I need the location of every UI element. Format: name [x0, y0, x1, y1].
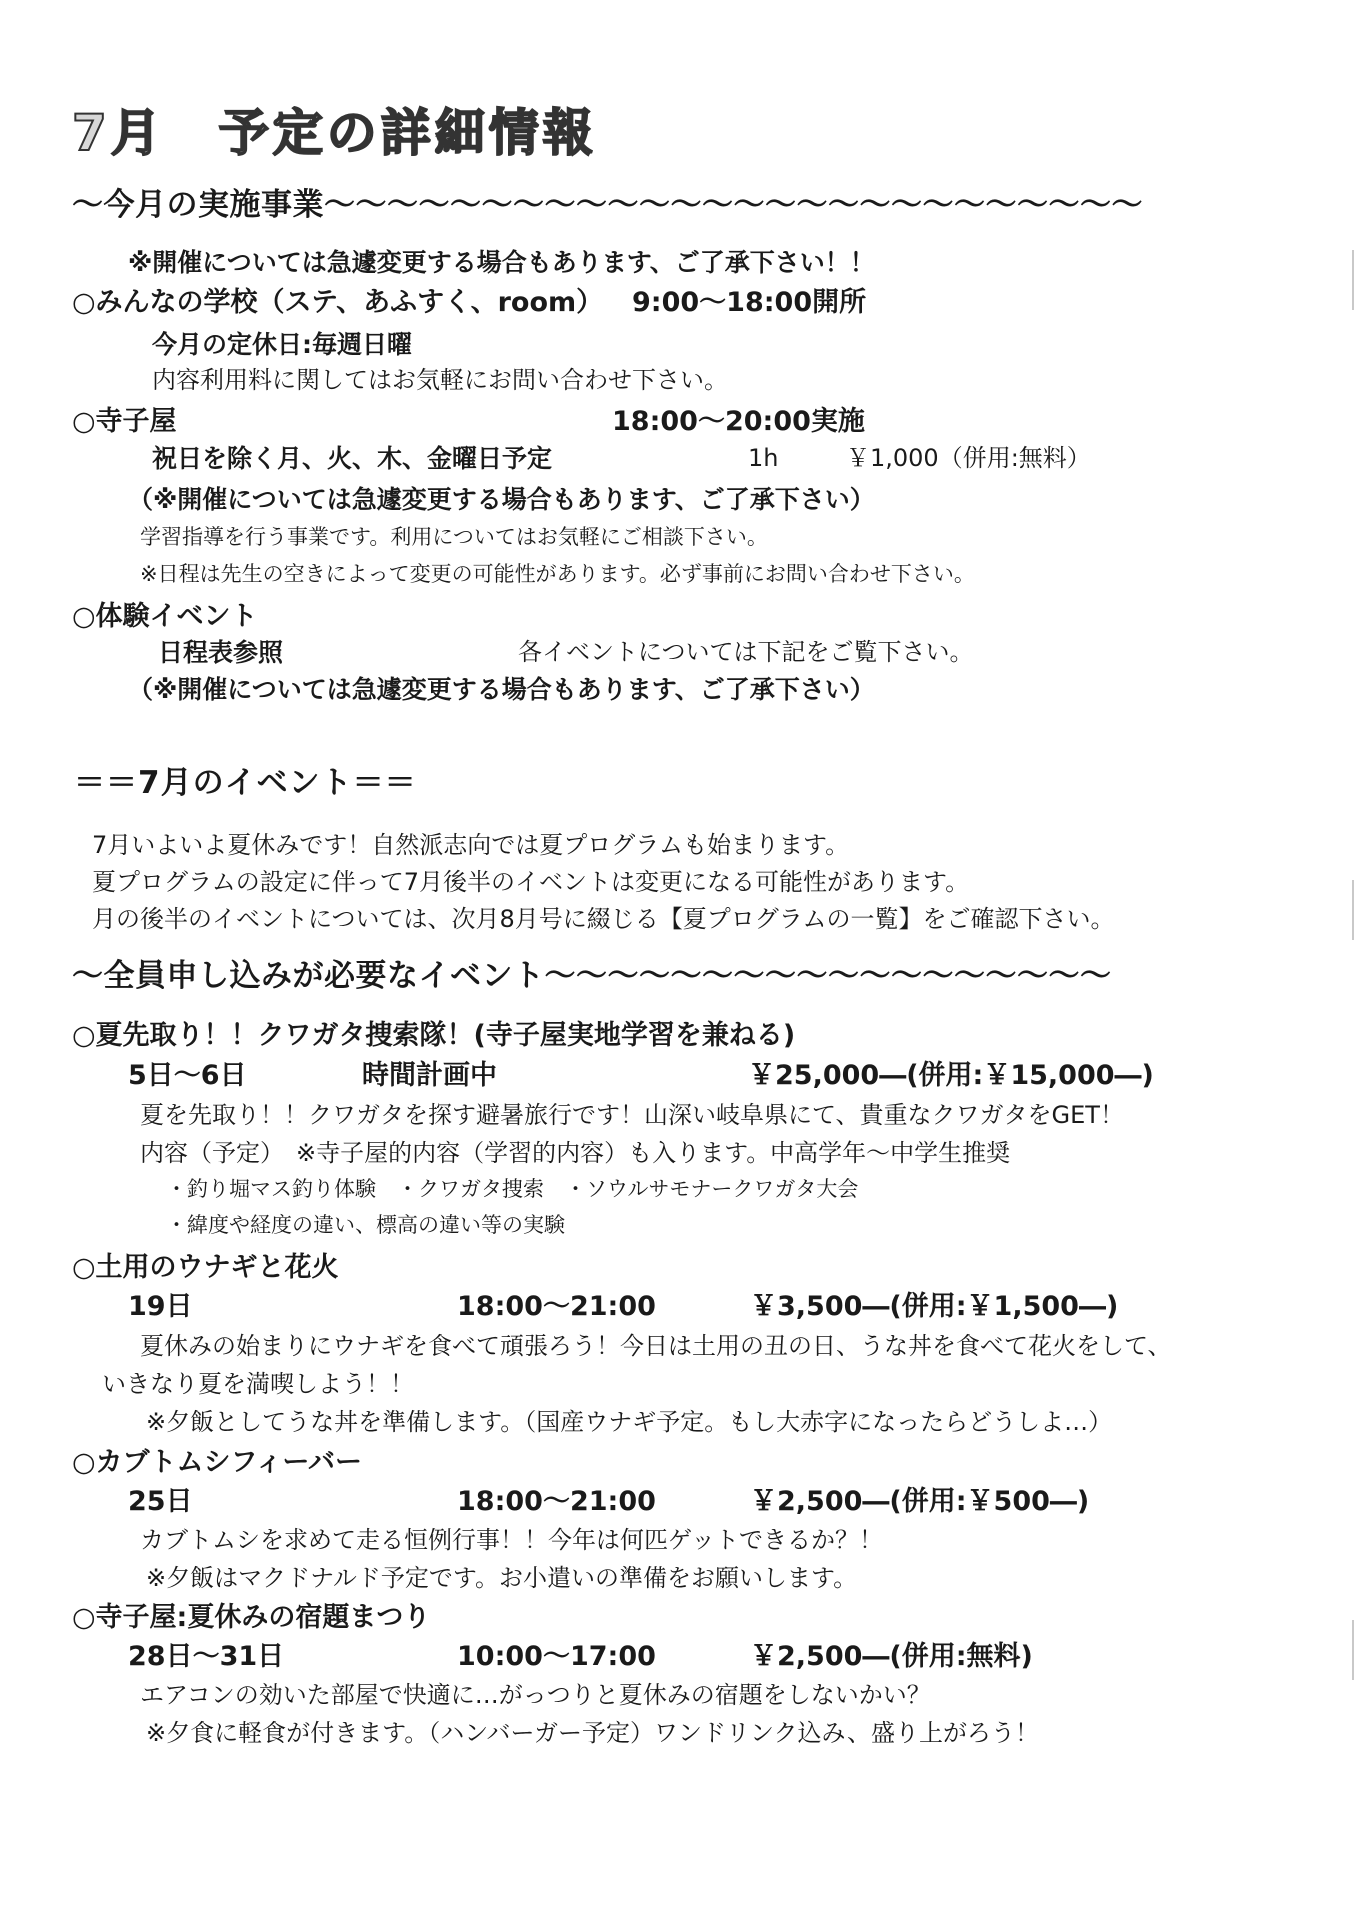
intro-line-2: 夏プログラムの設定に伴って7月後半のイベントは変更になる可能性があります。	[92, 868, 970, 896]
event-description: 夏を先取り！！クワガタを探す避暑旅行です！山深い岐阜県にて、貴重なクワガタをGET！	[140, 1101, 1124, 1129]
school-fee-note: 内容利用料に関してはお気軽にお問い合わせ下さい。	[152, 366, 728, 394]
event-bullet-line: ・緯度や経度の違い、標高の違い等の実験	[166, 1213, 565, 1237]
event-title: ○寺子屋:夏休みの宿題まつり	[72, 1602, 431, 1633]
event-time: 18:00～21:00	[457, 1291, 656, 1322]
terakoya-desc-2: ※日程は先生の空きによって変更の可能性があります。必ず事前にお問い合わせ下さい。	[140, 562, 975, 586]
event-description: ※夕食に軽食が付きます。（ハンバーガー予定）ワンドリンク込み、盛り上がろう！	[146, 1719, 1039, 1747]
event-price: ￥25,000―(併用:￥15,000―)	[748, 1060, 1154, 1091]
event-price: ￥2,500―(併用:無料)	[750, 1641, 1033, 1672]
terakoya-notice: （※開催については急遽変更する場合もあります、ご了承下さい）	[128, 485, 875, 514]
event-description: いきなり夏を満喫しよう！！	[102, 1370, 414, 1398]
terakoya-title: ○寺子屋	[72, 406, 177, 437]
section-heading-july-events: ＝＝7月のイベント＝＝	[74, 765, 417, 801]
intro-line-3: 月の後半のイベントについては、次月8月号に綴じる【夏プログラムの一覧】をご確認下さい。	[92, 905, 1115, 933]
experience-title: ○体験イベント	[72, 601, 258, 632]
notice-text: ※開催については急遽変更する場合もあります、ご了承下さい！！	[128, 248, 875, 277]
scan-edge-mark	[1352, 1620, 1354, 1680]
school-title: ○みんなの学校（ステ、あふすく、room）	[72, 287, 604, 318]
page-title: 7月 予定の詳細情報	[72, 104, 597, 162]
terakoya-unit: 1h	[748, 444, 779, 472]
experience-detail: 各イベントについては下記をご覧下さい。	[518, 638, 974, 666]
event-price: ￥3,500―(併用:￥1,500―)	[750, 1291, 1119, 1322]
scan-edge-mark	[1352, 880, 1354, 940]
event-date: 25日	[128, 1486, 193, 1517]
experience-notice: （※開催については急遽変更する場合もあります、ご了承下さい）	[128, 675, 875, 704]
event-title: ○カブトムシフィーバー	[72, 1447, 363, 1478]
event-description: カブトムシを求めて走る恒例行事！！今年は何匹ゲットできるか？！	[140, 1526, 884, 1554]
terakoya-hours: 18:00～20:00実施	[612, 406, 865, 437]
experience-schedule: 日程表参照	[158, 638, 284, 667]
event-description: ※夕飯としてうな丼を準備します。（国産ウナギ予定。もし大赤字になったらどうしよ…）	[146, 1408, 1113, 1436]
event-time: 時間計画中	[362, 1060, 497, 1091]
school-hours: 9:00～18:00開所	[632, 287, 867, 318]
event-date: 5日～6日	[128, 1060, 247, 1091]
event-price: ￥2,500―(併用:￥500―)	[750, 1486, 1090, 1517]
event-bullet-line: ・釣り堀マス釣り体験 ・クワガタ捜索 ・ソウルサモナークワガタ大会	[166, 1177, 859, 1201]
event-date: 28日～31日	[128, 1641, 285, 1672]
event-description: エアコンの効いた部屋で快適に…がっつりと夏休みの宿題をしないかい？	[140, 1681, 931, 1709]
event-date: 19日	[128, 1291, 193, 1322]
intro-line-1: 7月いよいよ夏休みです！自然派志向では夏プログラムも始まります。	[92, 831, 850, 859]
section-heading-current-month: ～今月の実施事業～～～～～～～～～～～～～～～～～～～～～～～～～～	[72, 187, 1143, 223]
event-title: ○夏先取り！！クワガタ捜索隊！(寺子屋実地学習を兼ねる)	[72, 1020, 796, 1051]
event-title: ○土用のウナギと花火	[72, 1252, 339, 1283]
scan-edge-mark	[1352, 250, 1354, 310]
school-holiday: 今月の定休日:毎週日曜	[152, 330, 412, 359]
event-description: 内容（予定） ※寺子屋的内容（学習的内容）も入ります。中高学年～中学生推奨	[140, 1139, 1011, 1167]
terakoya-days: 祝日を除く月、火、木、金曜日予定	[152, 444, 553, 473]
event-description: 夏休みの始まりにウナギを食べて頑張ろう！今日は土用の丑の日、うな丼を食べて花火をして、	[140, 1332, 1172, 1360]
terakoya-price: ￥1,000（併用:無料）	[846, 444, 1091, 472]
event-time: 18:00～21:00	[457, 1486, 656, 1517]
event-time: 10:00～17:00	[457, 1641, 656, 1672]
terakoya-desc-1: 学習指導を行う事業です。利用についてはお気軽にご相談下さい。	[140, 525, 768, 549]
section-heading-registration-events: ～全員申し込みが必要なイベント～～～～～～～～～～～～～～～～～～	[72, 958, 1112, 994]
event-description: ※夕飯はマクドナルド予定です。お小遣いの準備をお願いします。	[146, 1564, 858, 1592]
